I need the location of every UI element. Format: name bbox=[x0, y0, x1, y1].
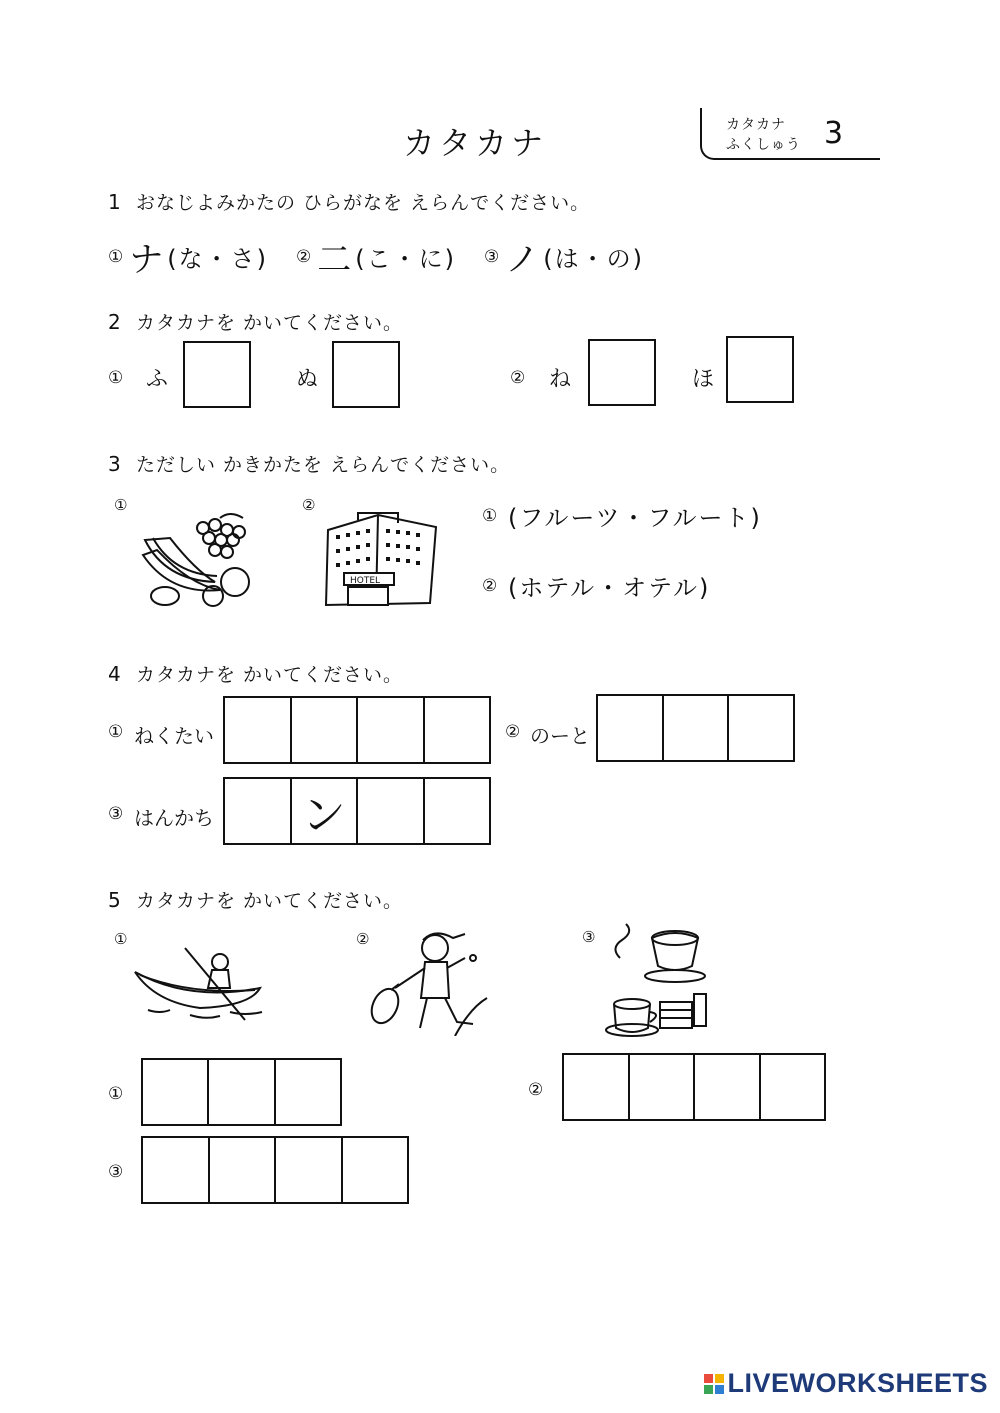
answer-cell[interactable] bbox=[564, 1055, 630, 1119]
answer-cell[interactable] bbox=[225, 698, 292, 762]
q3-pic2-mark: ② bbox=[302, 496, 316, 514]
tennis-illustration bbox=[365, 928, 490, 1036]
q1-number: 1 bbox=[108, 190, 122, 214]
q2-kana-fu: ふ bbox=[146, 367, 169, 392]
q1-item2-mark: ② bbox=[295, 246, 312, 267]
q4-word-handkerchief: はんかち bbox=[134, 806, 214, 830]
q2-kana-ho: ほ bbox=[692, 367, 715, 392]
q3-pic1-mark: ① bbox=[114, 496, 128, 514]
q2-heading bbox=[108, 308, 403, 335]
q2-item1-mark: ① bbox=[108, 368, 124, 388]
q1-instruction: おなじよみかたの ひらがなを えらんでください。 bbox=[136, 192, 591, 214]
answer-cell[interactable] bbox=[276, 1138, 343, 1202]
q2-answer-box-nu[interactable] bbox=[332, 341, 400, 408]
q1-item1-choice[interactable]: (な・さ) bbox=[167, 245, 268, 273]
q4-item2-mark: ② bbox=[505, 722, 521, 742]
q2-instruction: カタカナを かいてください。 bbox=[136, 312, 404, 334]
q3-heading bbox=[108, 450, 510, 477]
answer-cell[interactable] bbox=[630, 1055, 696, 1119]
answer-cell[interactable] bbox=[358, 779, 425, 843]
q1-item3-choice[interactable]: (は・の) bbox=[543, 245, 644, 273]
badge-line2: ふくしゅう bbox=[726, 137, 801, 153]
q2-kana-ne: ね bbox=[549, 367, 572, 392]
q5-number: 5 bbox=[108, 888, 122, 912]
q5-answer-grid-3 bbox=[141, 1136, 409, 1204]
q5-answer-grid-2 bbox=[562, 1053, 826, 1121]
q2-number: 2 bbox=[108, 310, 122, 334]
q1-item1-mark: ① bbox=[108, 246, 124, 267]
hotel-sign-text: HOTEL bbox=[350, 576, 381, 586]
q4-instruction: カタカナを かいてください。 bbox=[136, 664, 404, 686]
q1-heading bbox=[108, 188, 590, 215]
answer-cell[interactable] bbox=[695, 1055, 761, 1119]
answer-cell[interactable] bbox=[209, 1060, 275, 1124]
answer-cell[interactable] bbox=[143, 1060, 209, 1124]
coffee-cake-illustration bbox=[600, 918, 720, 1038]
q5-answer2-mark: ② bbox=[528, 1080, 544, 1100]
q4-item3-mark: ③ bbox=[108, 804, 124, 824]
q5-answer-grid-1 bbox=[141, 1058, 342, 1126]
q4-answer-grid-necktie bbox=[223, 696, 491, 764]
answer-cell[interactable] bbox=[425, 779, 490, 843]
q2-answer-box-ne[interactable] bbox=[588, 339, 656, 406]
fruit-illustration bbox=[135, 510, 260, 610]
logo-square bbox=[715, 1374, 724, 1383]
logo-square bbox=[704, 1374, 713, 1383]
badge-number: 3 bbox=[824, 116, 844, 151]
logo-square bbox=[715, 1385, 724, 1394]
q4-number: 4 bbox=[108, 662, 122, 686]
q2-answer-box-ho[interactable] bbox=[726, 336, 794, 403]
q5-pic1-mark: ① bbox=[114, 930, 128, 948]
q4-answer-grid-note bbox=[596, 694, 795, 762]
answer-cell[interactable] bbox=[664, 696, 730, 760]
answer-cell[interactable] bbox=[225, 779, 292, 843]
q4-word-note: のーと bbox=[530, 724, 590, 748]
answer-cell-prefilled bbox=[292, 779, 359, 843]
q1-items bbox=[108, 232, 644, 281]
answer-cell[interactable] bbox=[598, 696, 664, 760]
q3-answer1-choice[interactable]: (フルーツ・フルート) bbox=[508, 504, 762, 532]
page-title: カタカナ bbox=[403, 124, 548, 162]
q5-pic2-mark: ② bbox=[356, 930, 370, 948]
q1-item2-kana: 二 bbox=[317, 240, 352, 280]
hotel-illustration bbox=[318, 505, 443, 610]
q3-answer1-mark: ① bbox=[482, 506, 498, 526]
q1-item3-kana: ノ bbox=[505, 240, 540, 280]
q4-answer-grid-handkerchief bbox=[223, 777, 491, 845]
q5-answer3-mark: ③ bbox=[108, 1162, 124, 1182]
badge-line1: カタカナ bbox=[726, 117, 786, 133]
q4-heading bbox=[108, 660, 403, 687]
logo-brand-text: LIVEWORKSHEETS bbox=[727, 1368, 988, 1398]
q5-instruction: カタカナを かいてください。 bbox=[136, 890, 404, 912]
q5-answer1-mark: ① bbox=[108, 1084, 124, 1104]
q4-item1-mark: ① bbox=[108, 722, 124, 742]
q3-instruction: ただしい かきかたを えらんでください。 bbox=[136, 454, 511, 476]
answer-cell[interactable] bbox=[276, 1060, 340, 1124]
canoe-illustration bbox=[130, 940, 270, 1025]
answer-cell[interactable] bbox=[343, 1138, 408, 1202]
answer-cell[interactable] bbox=[358, 698, 425, 762]
q3-answer2-mark: ② bbox=[482, 576, 498, 596]
lesson-badge bbox=[700, 108, 880, 162]
answer-cell[interactable] bbox=[292, 698, 359, 762]
q3-answer2-choice[interactable]: (ホテル・オテル) bbox=[508, 574, 711, 602]
answer-cell[interactable] bbox=[729, 696, 793, 760]
q5-heading bbox=[108, 886, 403, 913]
q2-kana-nu: ぬ bbox=[296, 367, 319, 392]
liveworksheets-logo bbox=[704, 1368, 988, 1399]
q1-item2-choice[interactable]: (こ・に) bbox=[355, 245, 456, 273]
prefilled-kana: ン bbox=[301, 790, 346, 841]
q2-answer-box-fu[interactable] bbox=[183, 341, 251, 408]
answer-cell[interactable] bbox=[143, 1138, 210, 1202]
q5-pic3-mark: ③ bbox=[582, 928, 596, 946]
logo-squares-icon bbox=[704, 1374, 724, 1394]
answer-cell[interactable] bbox=[425, 698, 490, 762]
q4-word-necktie: ねくたい bbox=[134, 724, 214, 748]
q2-item2-mark: ② bbox=[510, 368, 526, 388]
logo-square bbox=[704, 1385, 713, 1394]
answer-cell[interactable] bbox=[761, 1055, 825, 1119]
q1-item3-mark: ③ bbox=[483, 246, 500, 267]
q3-number: 3 bbox=[108, 452, 122, 476]
q1-item1-kana: ナ bbox=[129, 240, 164, 280]
answer-cell[interactable] bbox=[210, 1138, 277, 1202]
